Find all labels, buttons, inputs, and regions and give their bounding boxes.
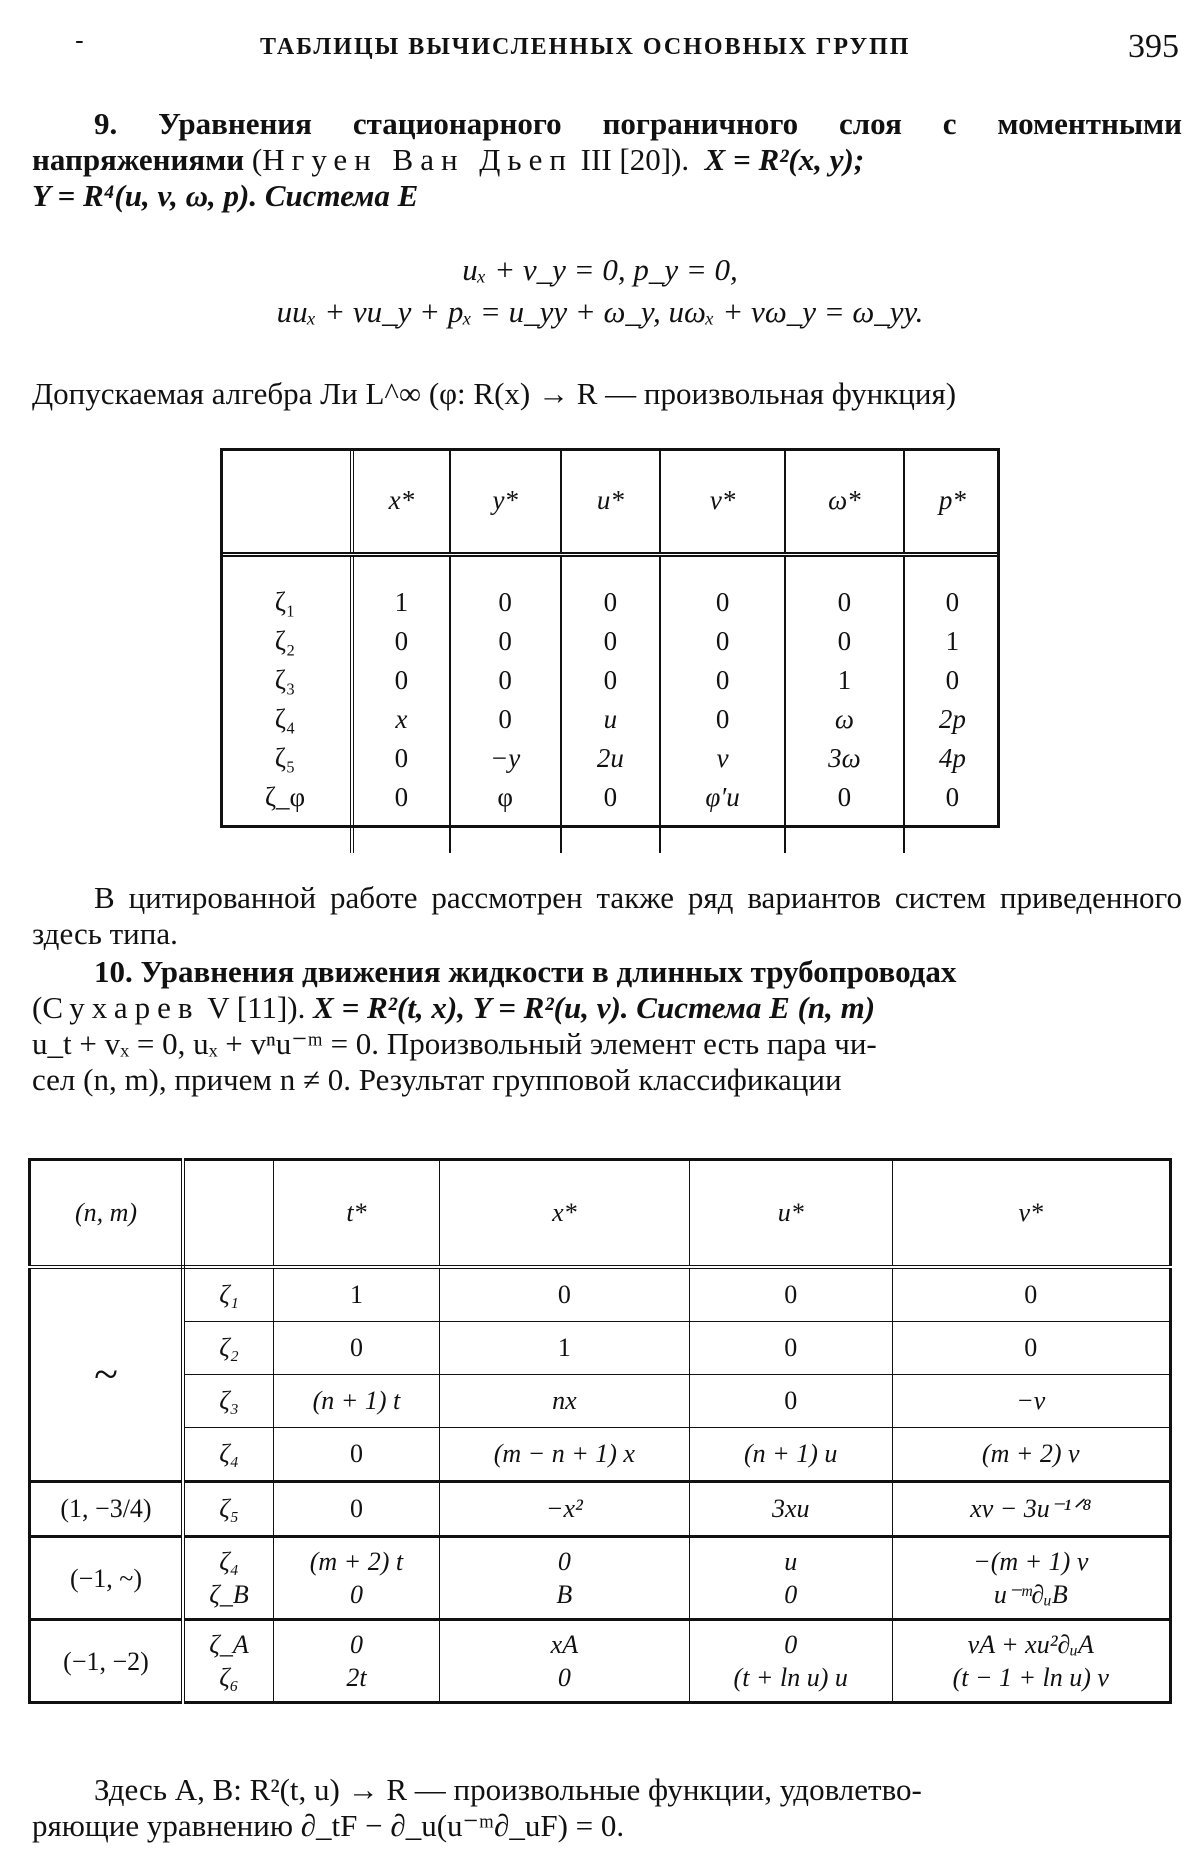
table-row [220,700,1000,739]
table-row [30,1375,1171,1428]
table-cell: 0 [394,626,409,656]
table-cell: (n + 1) u [689,1428,892,1482]
table-row [220,622,1000,661]
table-cell: 0 [450,555,561,623]
table-row [30,1537,1171,1620]
header-dash: - [75,26,84,56]
table-cell: 1 [785,661,904,700]
table-cell: (m + 2) t 0 [274,1537,440,1620]
table-cell: 0 [561,778,661,853]
table-cell: 0 [439,1267,689,1322]
section9-equation-1: uₓ + v_y = 0, p_y = 0, [462,252,738,287]
table-cell: φ [450,778,561,853]
group-label: ~ [30,1267,184,1482]
table-cell: 0 [904,555,1000,623]
section10-x-def: X = R²(t, x), [313,990,465,1025]
table1-row-label: ζ₄ [220,700,352,739]
section10-title: Уравнения движения жидкости в длинных трубопроводах [140,954,957,989]
table1-row-label: ζ₂ [220,622,352,661]
table-cell: xA 0 [439,1620,689,1703]
table-cell: u 0 [689,1537,892,1620]
section9-heading: 9. Уравнения стационарного пограничного слоя с моментными напряжениями (Нгуен Ван Дьеп III [20]). X = R²(x, y); Y = R⁴(u, v, ω, p). Система E [32,106,1182,213]
section9-equation-2: uuₓ + vu_y + pₓ = u_yy + ω_y, uωₓ + vω_y = ω_yy. [276,294,924,329]
zeta-label: ζ₄ [183,1428,274,1482]
table2-header-cell: x* [439,1160,689,1268]
table-row [220,778,1000,853]
table-cell: −x² [439,1482,689,1537]
table1-header-cell [220,448,352,555]
table-cell: x [395,704,408,734]
table1-row-label: ζ_φ [220,778,352,853]
table-cell: −v [892,1375,1170,1428]
group-label: (−1, ~) [30,1537,184,1620]
table-cell: 2u [561,739,661,778]
table1-row-label: ζ₅ [220,739,352,778]
symmetry-table-1 [220,448,1000,828]
table1-header-cell: y* [450,448,561,555]
section10-number: 10. [94,954,133,989]
table1-row-label: ζ₁ [220,555,352,623]
table-cell: −(m + 1) v u⁻ᵐ∂ᵤB [892,1537,1170,1620]
table-row [220,555,1000,623]
table-cell: −y [450,739,561,778]
table-cell: (n + 1) t [274,1375,440,1428]
table-cell: vA + xu²∂ᵤA (t − 1 + ln u) v [892,1620,1170,1703]
table2-header-cell: v* [892,1160,1170,1268]
section10-y-def: Y = R²(u, v). Система E (n, m) [472,990,876,1025]
group-label: (−1, −2) [30,1620,184,1703]
section9-title: Уравнения стационарного пограничного слоя с моментными напряжениями [32,106,1182,177]
table-cell: 0 [394,665,409,695]
zeta-label: ζ₃ [183,1375,274,1428]
page-header [0,26,1200,66]
running-title: ТАБЛИЦЫ ВЫЧИСЛЕННЫХ ОСНОВНЫХ ГРУПП [260,34,911,60]
table-cell: 0 [561,661,661,700]
table-cell: 0 [394,782,409,812]
table1-header-row [220,448,1000,555]
zeta-label: ζ₅ [183,1482,274,1537]
footer-line-1: Здесь A, B: R²(t, u) → R — произвольные функции, удовлетво- [94,1772,922,1807]
section10-line4: сел (n, m), причем n ≠ 0. Результат групповой классификации [32,1062,842,1097]
table1-header-cell: p* [904,448,1000,555]
table-cell: nx [439,1375,689,1428]
table-cell: 0 [689,1267,892,1322]
between-paragraph: В цитированной работе рассмотрен также ряд вариантов систем приведенного здесь типа. [32,880,1182,951]
table-cell: 1 [394,587,409,617]
zeta-label: ζ₂ [183,1322,274,1375]
table-cell: 1 [439,1322,689,1375]
table-cell: 0 [274,1322,440,1375]
table1-header-cell: ω* [785,448,904,555]
table-cell: 3ω [785,739,904,778]
table2-header-row [30,1160,1171,1268]
table-cell: 0 [892,1267,1170,1322]
table-cell: 0 [660,622,785,661]
table-cell: 4p [904,739,1000,778]
table-row [30,1322,1171,1375]
classification-table [28,1158,1172,1726]
table-row [30,1482,1171,1537]
table2-header-cell: t* [274,1160,440,1268]
table-cell: 0 [660,555,785,623]
table-cell: 0 [689,1322,892,1375]
table1-header-cell: u* [561,448,661,555]
table-cell: 0 [450,622,561,661]
table-cell: 0 [561,622,661,661]
table-row [30,1428,1171,1482]
section9-number: 9. [94,106,118,141]
table-cell: 0 [274,1428,440,1482]
table1-row-label: ζ₃ [220,661,352,700]
table-cell: 0 [660,700,785,739]
table-cell: 0 2t [274,1620,440,1703]
table2-header-cell: (n, m) [30,1160,184,1268]
table-row [220,661,1000,700]
section10-author: Сухарев [42,990,200,1025]
table-cell: 0 [450,700,561,739]
table2-header-cell: u* [689,1160,892,1268]
section9-y-def: Y = R⁴(u, v, ω, p). Система E [32,178,419,213]
table-cell: 0 (t + ln u) u [689,1620,892,1703]
table-cell: 0 B [439,1537,689,1620]
table-cell: u [561,700,661,739]
table-cell: 3xu [689,1482,892,1537]
table1-header-cell: x* [352,448,450,555]
table-cell: 0 [660,661,785,700]
section10-line3: u_t + vₓ = 0, uₓ + vⁿu⁻ᵐ = 0. Произвольный элемент есть пара чи- [32,1026,877,1061]
table-cell: 1 [274,1267,440,1322]
table-cell: 0 [561,555,661,623]
zeta-label: ζ₄ ζ_B [183,1537,274,1620]
section10-ref: V [11]). [207,990,306,1025]
table-cell: 0 [785,555,904,623]
table-cell: xv − 3u⁻¹ᐟ⁸ [892,1482,1170,1537]
table-cell: 0 [785,778,904,853]
table-cell: 0 [892,1322,1170,1375]
section9-author: Нгуен Ван Дьеп [262,142,573,177]
page-number: 395 [1128,28,1179,65]
table-cell: (m + 2) v [892,1428,1170,1482]
table-cell: 0 [394,743,409,773]
algebra-line: Допускаемая алгебра Ли L^∞ (φ: R(x) → R — произвольная функция) [32,376,957,411]
group-label: (1, −3/4) [30,1482,184,1537]
table-row [30,1267,1171,1322]
table-cell: 0 [689,1375,892,1428]
table-cell: 0 [274,1482,440,1537]
table-row [30,1620,1171,1703]
zeta-label: ζ_A ζ₆ [183,1620,274,1703]
footer-paragraph [32,1772,1182,1844]
table-cell: 0 [904,778,1000,853]
table-cell: 0 [785,622,904,661]
table-cell: φ′u [660,778,785,853]
table-cell: 2p [904,700,1000,739]
table1-header-cell: v* [660,448,785,555]
table-cell: v [660,739,785,778]
table-cell: 0 [450,661,561,700]
section9-ref: III [20]). [580,142,690,177]
footer-line-2: ряющие уравнению ∂_tF − ∂_u(u⁻ᵐ∂_uF) = 0. [32,1808,625,1843]
table-cell: 1 [904,622,1000,661]
table-cell: 0 [904,661,1000,700]
section9-x-def: X = R²(x, y); [704,142,865,177]
table-cell: (m − n + 1) x [439,1428,689,1482]
table-cell: ω [785,700,904,739]
zeta-label: ζ₁ [183,1267,274,1322]
table2-header-cell [183,1160,274,1268]
table-row [220,739,1000,778]
section10-heading: 10. Уравнения движения жидкости в длинных трубопроводах (Сухарев V [11]). X = R²(t, x), Y = R²(u, v). Система E (n, m) u_t + vₓ = 0, uₓ + vⁿu⁻ᵐ = 0. Произвольный элемент есть пара чи- сел (n, m), причем n ≠ 0. Результат групповой классификации [32,954,957,1097]
